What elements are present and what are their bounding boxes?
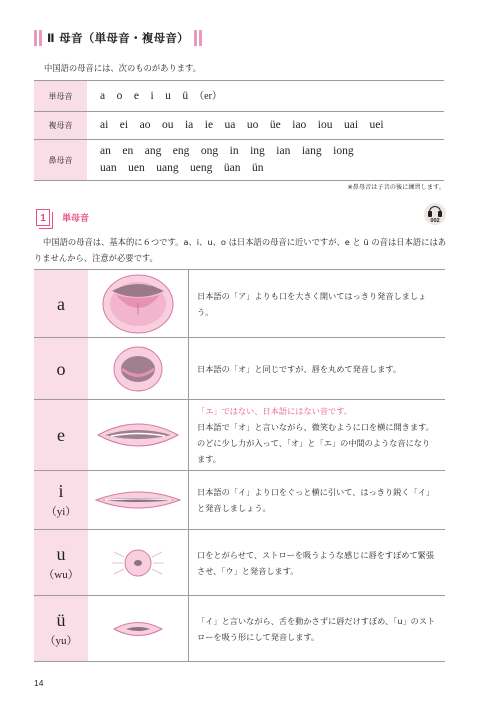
mouth-illustration-i bbox=[88, 471, 188, 529]
vowel-row-u bbox=[34, 530, 445, 596]
section-number-badge: 1 bbox=[36, 209, 50, 226]
page-number: 14 bbox=[34, 678, 44, 688]
row-content bbox=[88, 140, 444, 180]
vowel-row-yu bbox=[34, 596, 445, 662]
description-text: 日本語の「イ」より口をぐっと横に引いて、はっきり鋭く「イ」と発音しましょう。 bbox=[197, 487, 435, 513]
heading-title: Ⅱ 母音（単母音・複母音） bbox=[47, 31, 189, 45]
description-text: 日本語で「オ」と言いながら、微笑むように口を横に開きます。のどに少し力が入って、「オ」と「エ」の中間のような音になります。 bbox=[197, 422, 434, 464]
description-text: 日本語の「オ」と同じですが、唇を丸めて発音します。 bbox=[197, 363, 402, 374]
vowel-description bbox=[188, 400, 445, 470]
mouth-illustration-o bbox=[88, 338, 188, 399]
description-text: 日本語の「ア」よりも口を大きく開いてはっきり発音しましょう。 bbox=[197, 290, 427, 317]
mouth-rounded-icon bbox=[108, 344, 168, 394]
vowel-letter: o bbox=[56, 358, 66, 379]
vowel-description bbox=[188, 530, 445, 595]
vowel-row-o bbox=[34, 338, 445, 400]
vowel-line: a o e i u ü （er） bbox=[100, 89, 222, 102]
mouth-small-pursed-icon bbox=[108, 614, 168, 644]
vowel-line: an en ang eng ong in ing ian iang iong bbox=[100, 145, 354, 157]
vowel-cell bbox=[34, 530, 88, 595]
vowel-alt-spelling: （yi） bbox=[45, 506, 77, 518]
mouth-open-wide-icon bbox=[98, 273, 178, 335]
row-content bbox=[88, 81, 444, 111]
row-content bbox=[88, 112, 444, 139]
heading-bars-right bbox=[194, 30, 202, 46]
heading-bars-left bbox=[34, 30, 42, 46]
audio-track-button[interactable] bbox=[424, 203, 446, 227]
vowel-cell bbox=[34, 596, 88, 661]
vowel-letter: ü bbox=[56, 609, 66, 630]
vowel-row-e bbox=[34, 400, 445, 471]
table-row-single-vowels bbox=[34, 81, 444, 112]
vowel-summary-table bbox=[34, 80, 444, 181]
vowel-line: ai ei ao ou ia ie ua uo üe iao iou uai uei bbox=[100, 119, 384, 131]
vowel-row-i bbox=[34, 471, 445, 530]
vowel-cell bbox=[34, 471, 88, 529]
description-text: 「イ」と言いながら、舌を動かさずに唇だけすぼめ、「u」のストローを吸う形にして発音します。 bbox=[197, 615, 436, 642]
vowel-letter: a bbox=[57, 293, 65, 314]
vowel-letter: u bbox=[56, 543, 66, 564]
section-title: 単母音 bbox=[62, 214, 90, 224]
warning-text: 「エ」ではない、日本語にはない音です。 bbox=[197, 406, 352, 416]
row-label: 鼻母音 bbox=[34, 140, 88, 180]
section-heading bbox=[34, 29, 202, 47]
vowel-detail-table bbox=[34, 269, 445, 662]
vowel-row-a bbox=[34, 270, 445, 338]
mouth-illustration-yu bbox=[88, 596, 188, 661]
audio-track-number: 002 bbox=[430, 218, 440, 224]
table-row-compound-vowels bbox=[34, 112, 444, 140]
intro-text: 中国語の母音には、次のものがあります。 bbox=[44, 63, 201, 73]
section-paragraph: 中国語の母音は、基本的に６つです。a、i、u、o は日本語の母音に近いですが、e と ü の音は日本語にはありませんから、注意が必要です。 bbox=[34, 237, 447, 263]
vowel-line: uan uen uang ueng üan ün bbox=[100, 162, 264, 174]
vowel-alt-spelling: （yu） bbox=[44, 634, 78, 647]
mouth-illustration-u bbox=[88, 530, 188, 595]
vowel-alt-spelling: （wu） bbox=[43, 568, 79, 581]
row-label: 単母音 bbox=[34, 81, 88, 111]
footnote: ※鼻母音は子音の後に練習します。 bbox=[347, 184, 445, 191]
mouth-spread-icon bbox=[93, 485, 183, 515]
vowel-cell bbox=[34, 270, 88, 337]
vowel-letter: e bbox=[57, 425, 65, 445]
vowel-description bbox=[188, 270, 445, 337]
vowel-letter: i bbox=[58, 481, 64, 501]
row-label: 複母音 bbox=[34, 112, 88, 139]
mouth-illustration-a bbox=[88, 270, 188, 337]
vowel-description bbox=[188, 338, 445, 399]
mouth-pursed-icon bbox=[108, 538, 168, 588]
vowel-cell bbox=[34, 338, 88, 399]
description-text: 口をとがらせて、ストローを吸うような感じに唇をすぼめて緊張させ、「ウ」と発音します。 bbox=[197, 549, 435, 576]
vowel-cell bbox=[34, 400, 88, 470]
mouth-illustration-e bbox=[88, 400, 188, 470]
mouth-half-open-icon bbox=[95, 415, 181, 455]
vowel-description bbox=[188, 596, 445, 661]
er-vowel: （er） bbox=[194, 90, 222, 102]
table-row-nasal-vowels bbox=[34, 140, 444, 181]
vowel-description bbox=[188, 471, 445, 529]
